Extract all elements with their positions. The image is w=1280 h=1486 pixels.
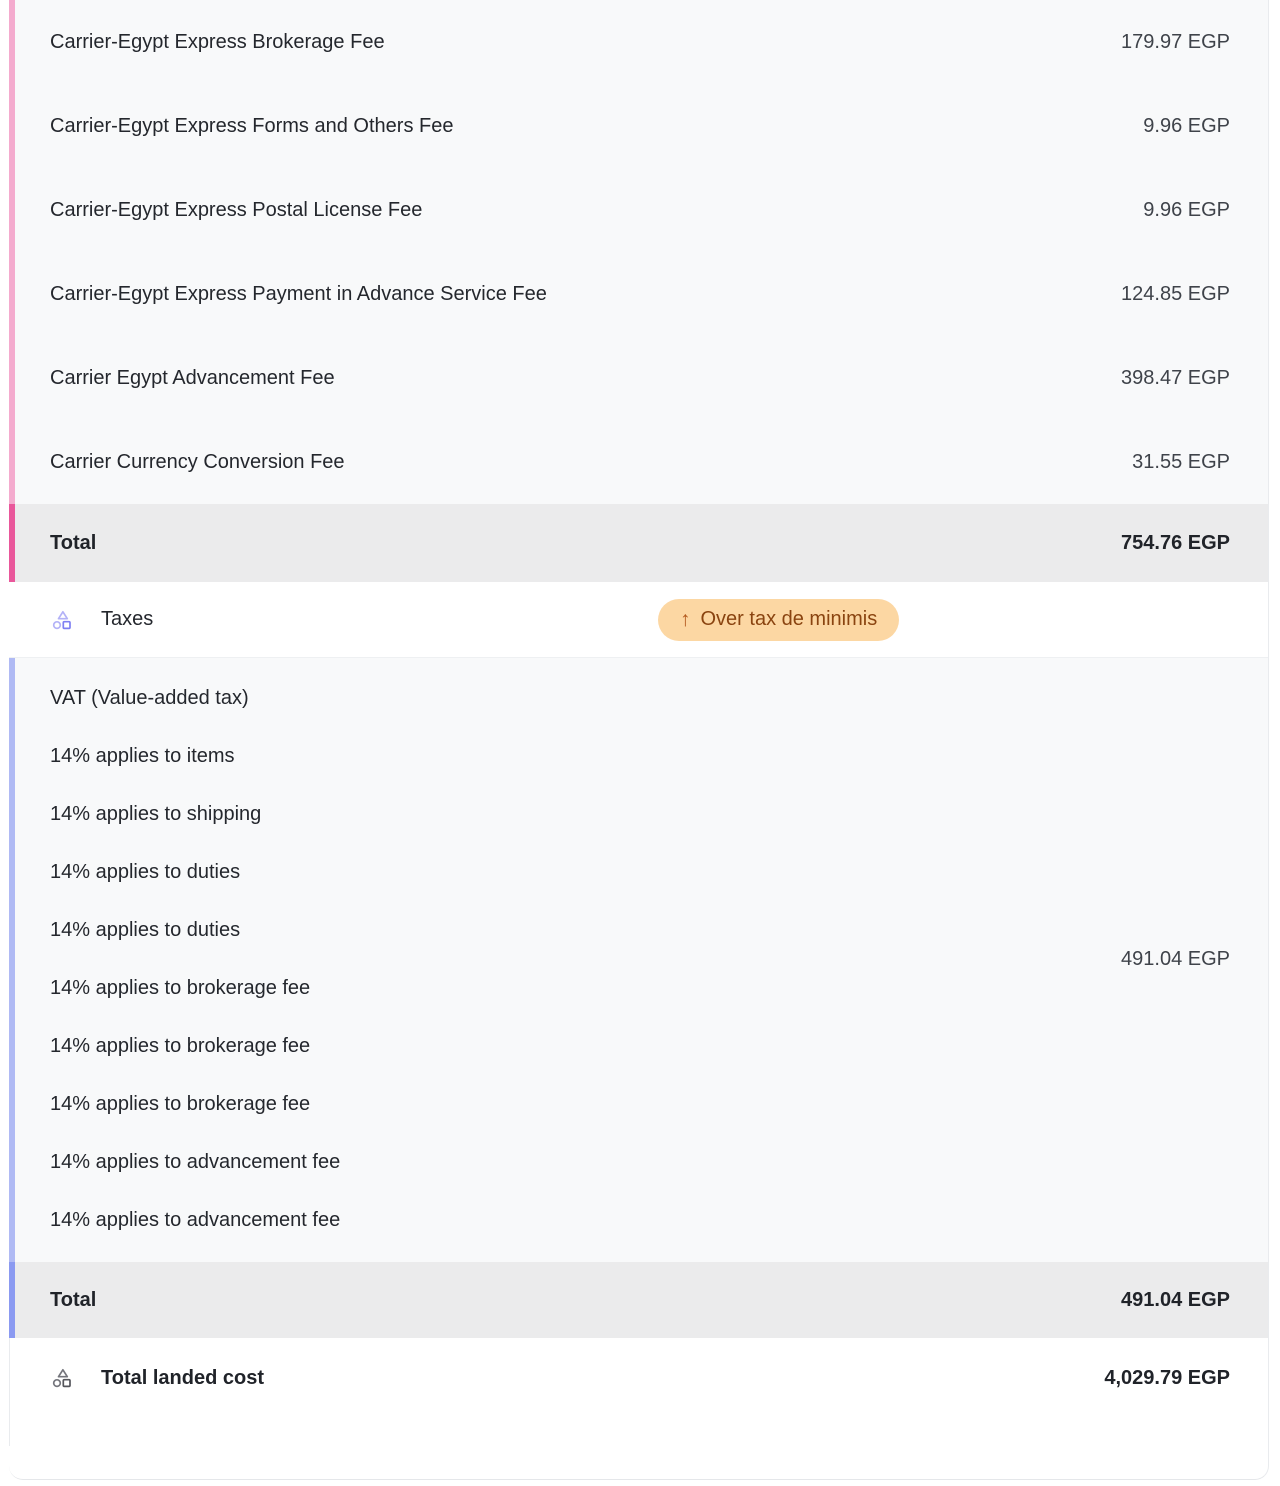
- fee-label: Carrier Egypt Advancement Fee: [50, 367, 335, 389]
- fee-row: [15, 168, 1268, 252]
- fee-row: [15, 252, 1268, 336]
- badge-label: Over tax de minimis: [700, 608, 878, 630]
- vat-line: 14% applies to duties: [50, 861, 241, 883]
- fee-amount: 9.96 EGP: [1143, 114, 1230, 137]
- vat-line: 14% applies to brokerage fee: [50, 1035, 311, 1057]
- vat-line: 14% applies to advancement fee: [50, 1209, 341, 1231]
- vat-line: 14% applies to shipping: [50, 803, 262, 825]
- vat-amount: 491.04 EGP: [1121, 947, 1230, 970]
- over-tax-de-minimis-badge: [658, 599, 899, 641]
- fees-section: [9, 0, 1268, 504]
- fees-total-label: Total: [50, 531, 97, 554]
- fees-total-amount: 754.76 EGP: [1121, 531, 1230, 554]
- vat-line: 14% applies to duties: [50, 919, 241, 941]
- vat-body: [15, 658, 1268, 1262]
- taxes-total-amount: 491.04 EGP: [1121, 1288, 1230, 1311]
- taxes-total-label: Total: [50, 1288, 97, 1311]
- fee-label: Carrier-Egypt Express Forms and Others Fee: [50, 115, 454, 137]
- fee-amount: 124.85 EGP: [1121, 282, 1230, 305]
- taxes-header-row: [9, 582, 1268, 658]
- total-landed-cost-amount: 4,029.79 EGP: [1104, 1367, 1230, 1389]
- fee-label: Carrier-Egypt Express Payment in Advance Service Fee: [50, 283, 547, 305]
- vat-section: [9, 658, 1268, 1262]
- total-landed-cost-row: [9, 1338, 1268, 1446]
- vat-line: 14% applies to brokerage fee: [50, 977, 311, 999]
- fee-amount: 31.55 EGP: [1132, 450, 1230, 473]
- fee-label: Carrier-Egypt Express Brokerage Fee: [50, 31, 385, 53]
- vat-line: 14% applies to advancement fee: [50, 1151, 341, 1173]
- fee-label: Carrier-Egypt Express Postal License Fee: [50, 199, 423, 221]
- shapes-icon: [50, 1366, 74, 1390]
- fee-row: [15, 336, 1268, 420]
- fees-total-row: [9, 504, 1268, 582]
- total-landed-cost-label: Total landed cost: [101, 1367, 264, 1389]
- fee-row: [15, 420, 1268, 504]
- fee-amount: 398.47 EGP: [1121, 366, 1230, 389]
- fee-amount: 179.97 EGP: [1121, 30, 1230, 53]
- fee-row: [15, 0, 1268, 84]
- vat-line: 14% applies to items: [50, 745, 235, 767]
- arrow-up-icon: ↑: [680, 608, 691, 631]
- shapes-icon: [50, 608, 74, 632]
- vat-lines: [50, 684, 340, 1234]
- taxes-total-row: [9, 1262, 1268, 1338]
- vat-line: VAT (Value-added tax): [50, 687, 249, 709]
- vat-line: 14% applies to brokerage fee: [50, 1093, 311, 1115]
- taxes-section-title: Taxes: [101, 608, 154, 630]
- fee-row: [15, 84, 1268, 168]
- fee-amount: 9.96 EGP: [1143, 198, 1230, 221]
- fee-label: Carrier Currency Conversion Fee: [50, 451, 345, 473]
- landed-cost-breakdown-card: [9, 0, 1269, 1480]
